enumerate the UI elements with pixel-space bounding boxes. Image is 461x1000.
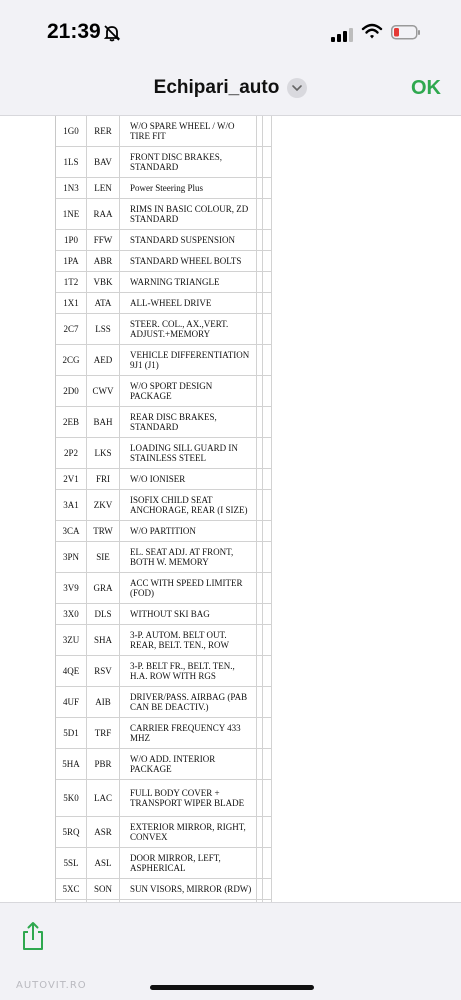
short-code-cell: BAV	[87, 147, 120, 177]
empty-cell	[257, 199, 264, 229]
description-cell: FRONT DISC BRAKES, STANDARD	[120, 147, 257, 177]
description-cell: 3-P. BELT FR., BELT. TEN., H.A. ROW WITH RGS	[120, 656, 257, 686]
empty-cell	[263, 230, 272, 250]
empty-cell	[257, 293, 264, 313]
table-row	[56, 573, 272, 604]
description-cell: SUN VISORS, MIRROR (RDW)	[120, 879, 257, 899]
empty-cell	[263, 314, 272, 344]
table-row	[56, 376, 272, 407]
table-row	[56, 272, 272, 293]
chevron-down-icon[interactable]	[287, 78, 307, 98]
option-code-cell: 5HA	[56, 749, 87, 779]
description-cell: EL. SEAT ADJ. AT FRONT, BOTH W. MEMORY	[120, 542, 257, 572]
description-cell: DRIVER/PASS. AIRBAG (PAB CAN BE DEACTIV.)	[120, 687, 257, 717]
bottom-toolbar	[0, 902, 461, 1000]
description-cell: WARNING TRIANGLE	[120, 272, 257, 292]
empty-cell	[257, 314, 264, 344]
option-code-cell: 2EB	[56, 407, 87, 437]
option-code-cell: 1N3	[56, 178, 87, 198]
option-code-cell: 1G0	[56, 116, 87, 146]
empty-cell	[263, 573, 272, 603]
option-code-cell: 1LS	[56, 147, 87, 177]
empty-cell	[263, 469, 272, 489]
short-code-cell: LEN	[87, 178, 120, 198]
description-cell: ACC WITH SPEED LIMITER (FOD)	[120, 573, 257, 603]
short-code-cell: FFW	[87, 230, 120, 250]
empty-cell	[263, 604, 272, 624]
table-row	[56, 817, 272, 848]
empty-cell	[257, 521, 264, 541]
option-code-cell: 1NE	[56, 199, 87, 229]
short-code-cell: CWV	[87, 376, 120, 406]
short-code-cell: ABR	[87, 251, 120, 271]
short-code-cell: DLS	[87, 604, 120, 624]
empty-cell	[257, 718, 264, 748]
empty-cell	[263, 199, 272, 229]
document-viewer[interactable]	[0, 116, 461, 902]
table-row	[56, 656, 272, 687]
short-code-cell: ZKV	[87, 490, 120, 520]
short-code-cell: FRI	[87, 469, 120, 489]
empty-cell	[263, 438, 272, 468]
empty-cell	[263, 817, 272, 847]
short-code-cell: RER	[87, 116, 120, 146]
option-code-cell: 5RQ	[56, 817, 87, 847]
option-code-cell: 3ZU	[56, 625, 87, 655]
option-code-cell: 5K0	[56, 780, 87, 816]
description-cell: W/O SPARE WHEEL / W/O TIRE FIT	[120, 116, 257, 146]
empty-cell	[257, 687, 264, 717]
empty-cell	[263, 178, 272, 198]
table-row	[56, 345, 272, 376]
short-code-cell: GRA	[87, 573, 120, 603]
option-code-cell: 2CG	[56, 345, 87, 375]
description-cell: 3-P. AUTOM. BELT OUT. REAR, BELT. TEN., ROW	[120, 625, 257, 655]
empty-cell	[263, 272, 272, 292]
short-code-cell: AIB	[87, 687, 120, 717]
watermark-logo: AUTOVIT.RO	[16, 980, 87, 991]
table-row	[56, 314, 272, 345]
description-cell: W/O PARTITION	[120, 521, 257, 541]
empty-cell	[257, 251, 264, 271]
empty-cell	[263, 376, 272, 406]
table-row	[56, 542, 272, 573]
option-code-cell: 4QE	[56, 656, 87, 686]
short-code-cell: ASR	[87, 817, 120, 847]
table-row	[56, 687, 272, 718]
document-title: Echipari_auto	[153, 77, 280, 98]
short-code-cell: SIE	[87, 542, 120, 572]
table-row	[56, 199, 272, 230]
table-row	[56, 147, 272, 178]
title-area	[0, 77, 461, 99]
description-cell: ISOFIX CHILD SEAT ANCHORAGE, REAR (I SIZE)	[120, 490, 257, 520]
status-time: 21:39	[47, 20, 101, 43]
short-code-cell: ATA	[87, 293, 120, 313]
short-code-cell: SON	[87, 879, 120, 899]
empty-cell	[263, 656, 272, 686]
description-cell: CARRIER FREQUENCY 433 MHZ	[120, 718, 257, 748]
option-code-cell: 2C7	[56, 314, 87, 344]
description-cell: STEER. COL., AX.,VERT. ADJUST.+MEMORY	[120, 314, 257, 344]
empty-cell	[263, 147, 272, 177]
option-code-cell: 2P2	[56, 438, 87, 468]
option-code-cell: 4UF	[56, 687, 87, 717]
short-code-cell: LKS	[87, 438, 120, 468]
empty-cell	[263, 490, 272, 520]
empty-cell	[257, 147, 264, 177]
cellular-signal-icon	[331, 28, 353, 47]
share-icon[interactable]	[20, 921, 46, 956]
empty-cell	[263, 116, 272, 146]
empty-cell	[257, 230, 264, 250]
empty-cell	[263, 542, 272, 572]
option-code-cell: 1PA	[56, 251, 87, 271]
empty-cell	[263, 407, 272, 437]
description-cell: FULL BODY COVER + TRANSPORT WIPER BLADE	[120, 780, 257, 816]
short-code-cell: TRW	[87, 521, 120, 541]
option-code-cell: 3V9	[56, 573, 87, 603]
option-code-cell: 5D1	[56, 718, 87, 748]
home-indicator	[150, 985, 314, 990]
table-row	[56, 749, 272, 780]
table-row	[56, 780, 272, 817]
option-code-cell: 2V1	[56, 469, 87, 489]
bell-off-icon	[103, 24, 121, 47]
empty-cell	[263, 749, 272, 779]
description-cell: STANDARD SUSPENSION	[120, 230, 257, 250]
empty-cell	[257, 469, 264, 489]
table-row	[56, 469, 272, 490]
option-code-cell: 5SL	[56, 848, 87, 878]
document-title-button[interactable]	[154, 77, 308, 99]
description-cell: STANDARD WHEEL BOLTS	[120, 251, 257, 271]
empty-cell	[257, 879, 264, 899]
empty-cell	[263, 879, 272, 899]
description-cell: DOOR MIRROR, LEFT, ASPHERICAL	[120, 848, 257, 878]
option-code-cell: 3A1	[56, 490, 87, 520]
empty-cell	[257, 656, 264, 686]
empty-cell	[257, 749, 264, 779]
empty-cell	[263, 293, 272, 313]
table-row	[56, 438, 272, 469]
empty-cell	[257, 573, 264, 603]
description-cell: WITHOUT SKI BAG	[120, 604, 257, 624]
table-row	[56, 407, 272, 438]
battery-icon	[391, 25, 421, 45]
description-cell: W/O SPORT DESIGN PACKAGE	[120, 376, 257, 406]
empty-cell	[257, 542, 264, 572]
short-code-cell: VBK	[87, 272, 120, 292]
navigation-bar	[0, 60, 461, 116]
description-cell: VEHICLE DIFFERENTIATION 9J1 (J1)	[120, 345, 257, 375]
empty-cell	[257, 116, 264, 146]
description-cell: LOADING SILL GUARD IN STAINLESS STEEL	[120, 438, 257, 468]
short-code-cell: BAH	[87, 407, 120, 437]
wifi-icon	[362, 24, 382, 45]
equipment-table	[55, 116, 272, 952]
option-code-cell: 5XC	[56, 879, 87, 899]
option-code-cell: 1P0	[56, 230, 87, 250]
option-code-cell: 2D0	[56, 376, 87, 406]
empty-cell	[263, 251, 272, 271]
description-cell: ALL-WHEEL DRIVE	[120, 293, 257, 313]
table-row	[56, 718, 272, 749]
empty-cell	[263, 848, 272, 878]
option-code-cell: 1X1	[56, 293, 87, 313]
description-cell: EXTERIOR MIRROR, RIGHT, CONVEX	[120, 817, 257, 847]
empty-cell	[263, 625, 272, 655]
table-row	[56, 293, 272, 314]
short-code-cell: AED	[87, 345, 120, 375]
short-code-cell: RAA	[87, 199, 120, 229]
option-code-cell: 3PN	[56, 542, 87, 572]
short-code-cell: TRF	[87, 718, 120, 748]
empty-cell	[257, 604, 264, 624]
empty-cell	[257, 438, 264, 468]
short-code-cell: SHA	[87, 625, 120, 655]
empty-cell	[263, 345, 272, 375]
empty-cell	[257, 780, 264, 816]
empty-cell	[257, 345, 264, 375]
table-row	[56, 848, 272, 879]
option-code-cell: 1T2	[56, 272, 87, 292]
table-row	[56, 116, 272, 147]
empty-cell	[263, 780, 272, 816]
table-row	[56, 490, 272, 521]
option-code-cell: 3CA	[56, 521, 87, 541]
empty-cell	[257, 178, 264, 198]
short-code-cell: RSV	[87, 656, 120, 686]
empty-cell	[257, 848, 264, 878]
short-code-cell: PBR	[87, 749, 120, 779]
empty-cell	[257, 407, 264, 437]
table-row	[56, 230, 272, 251]
option-code-cell: 3X0	[56, 604, 87, 624]
empty-cell	[263, 718, 272, 748]
description-cell: W/O ADD. INTERIOR PACKAGE	[120, 749, 257, 779]
description-cell: RIMS IN BASIC COLOUR, ZD STANDARD	[120, 199, 257, 229]
empty-cell	[263, 687, 272, 717]
description-cell: REAR DISC BRAKES, STANDARD	[120, 407, 257, 437]
empty-cell	[263, 521, 272, 541]
table-row	[56, 178, 272, 199]
empty-cell	[257, 272, 264, 292]
short-code-cell: LAC	[87, 780, 120, 816]
description-cell: Power Steering Plus	[120, 178, 257, 198]
empty-cell	[257, 376, 264, 406]
table-row	[56, 604, 272, 625]
short-code-cell: ASL	[87, 848, 120, 878]
table-row	[56, 625, 272, 656]
short-code-cell: LSS	[87, 314, 120, 344]
empty-cell	[257, 817, 264, 847]
empty-cell	[257, 490, 264, 520]
empty-cell	[257, 625, 264, 655]
description-cell: W/O IONISER	[120, 469, 257, 489]
table-row	[56, 251, 272, 272]
ok-button[interactable]: OK	[411, 77, 441, 99]
status-bar	[0, 0, 461, 60]
table-row	[56, 879, 272, 900]
table-row	[56, 521, 272, 542]
